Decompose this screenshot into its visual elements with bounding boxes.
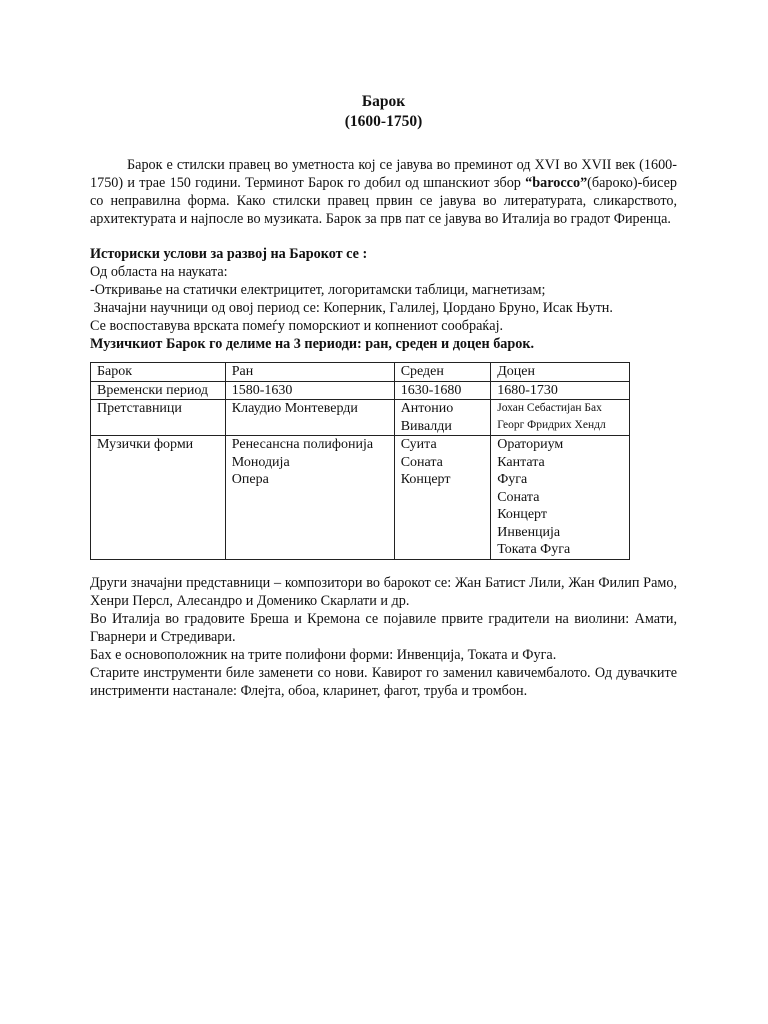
table-cell: Доцен	[491, 363, 630, 382]
table-cell: Временски период	[91, 381, 226, 400]
cell-line: Опера	[231, 472, 269, 487]
cell-line: Суита	[400, 437, 437, 452]
table-cell: 1630-1680	[394, 381, 491, 400]
historical-line: Значајни научници од овој период се: Коперник, Галилеј, Џордано Бруно, Исак Њутн.	[90, 300, 613, 316]
closing-paragraph: Бах е основоположник на трите полифони форми: Инвенција, Токата и Фуга.	[90, 646, 557, 663]
closing-paragraph: Старите инструменти биле заменети со нови. Кавирот го заменил кавичембалото. Од дувачките инстрименти настанале: Флејта, обоа, кларинет, фагот, труба и тромбон.	[90, 664, 677, 699]
cell-line: Концерт	[497, 507, 547, 522]
title-text: Барок	[361, 93, 406, 110]
cell-line: Георг Фридрих Хендл	[497, 419, 606, 431]
table-cell: Претставници	[91, 400, 226, 436]
cell-line: Соната	[400, 454, 443, 470]
table-cell	[394, 436, 491, 560]
cell-line: Ренесансна полифонија	[231, 437, 374, 452]
cell-line: Фуга	[497, 472, 528, 487]
closing-paragraph: Други значајни представници – композитори во барокот се: Жан Батист Лили, Жан Филип Рамо, Хенри Персл, Алесандро и Доменико Скарлати и др.	[90, 574, 677, 609]
table-cell: Среден	[394, 363, 491, 382]
closing-section	[90, 574, 677, 700]
title-period: (1600-1750)	[344, 113, 423, 130]
historical-heading: Историски услови за развој на Барокот се :	[90, 246, 368, 262]
table-cell: Клаудио Монтеверди	[225, 400, 394, 436]
intro-term: “barocco”	[525, 175, 588, 191]
cell-line: Ораториум	[497, 437, 564, 452]
periods-heading: Музичкиот Барок го делиме на 3 периоди: ран, среден и доцен барок.	[90, 336, 535, 352]
table-cell: Ран	[225, 363, 394, 382]
table-cell: Музички форми	[91, 436, 226, 560]
table-cell	[394, 400, 491, 436]
cell-line: Токата Фуга	[497, 542, 571, 557]
cell-line: Монодија	[231, 454, 290, 470]
table-cell: Барок	[91, 363, 226, 382]
table-row-forms	[91, 436, 630, 560]
intro-paragraph	[90, 156, 677, 228]
document-title	[90, 92, 677, 132]
table-header-row	[91, 363, 630, 382]
document-page	[90, 92, 677, 700]
cell-line: Соната	[497, 489, 540, 505]
table-row-time	[91, 381, 630, 400]
periods-table	[90, 362, 630, 560]
intro-text-2: (бароко)-бисер со неправилна форма. Како стилски правец првин се јавува во литературата, сликарството, архитектурата и најпосле во музиката. Барок за прв пат се јавува во Италија во градот Фиренца.	[90, 175, 677, 227]
cell-line: Вивалди	[400, 418, 452, 434]
cell-line: Концерт	[400, 472, 451, 487]
table-cell	[491, 400, 630, 436]
intro-text-1: Барок е стилски правец во уметноста кој се јавува во преминот од XVI во XVII век (1600-1750) и трае 150 години. Терминот Барок го добил од шпанскиот збор	[90, 157, 677, 191]
closing-paragraph: Во Италија во градовите Бреша и Кремона се појавиле првите градители на виолини: Амати, Гварнери и Стредивари.	[90, 610, 677, 645]
cell-line: Антонио	[400, 401, 454, 416]
cell-line: Кантата	[497, 454, 545, 470]
table-cell	[225, 436, 394, 560]
table-row-representatives	[91, 400, 630, 436]
table-cell: 1680-1730	[491, 381, 630, 400]
historical-line: Се воспоставува врската помеѓу поморскиот и копнениот сообраќај.	[90, 318, 504, 334]
cell-line: Инвенција	[497, 524, 561, 540]
cell-line: Јохан Себастијан Бах	[497, 402, 602, 414]
historical-line: Од областа на науката:	[90, 264, 228, 280]
table-cell: 1580-1630	[225, 381, 394, 400]
table-cell	[491, 436, 630, 560]
historical-section	[90, 245, 677, 335]
historical-line: -Откривање на статички електрицитет, логоритамски таблици, магнетизам;	[90, 282, 546, 298]
